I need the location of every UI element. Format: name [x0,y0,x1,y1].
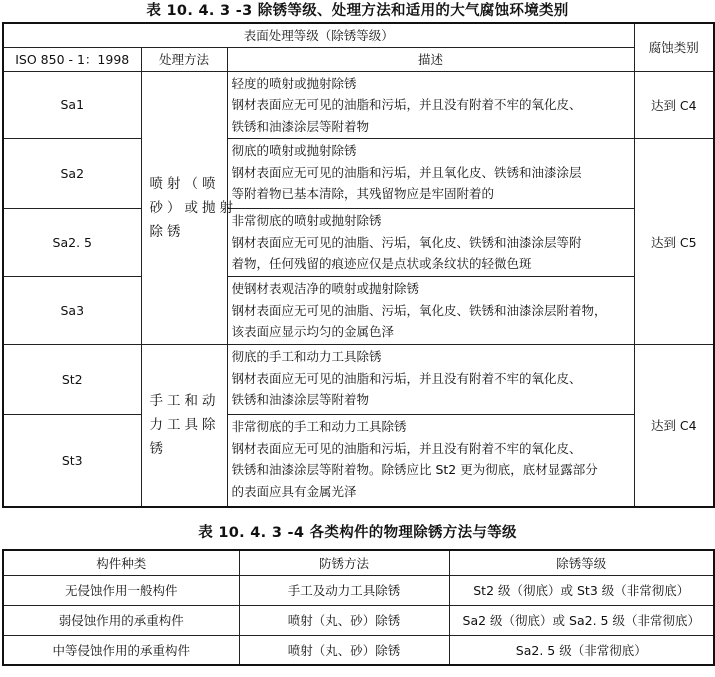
rust-grade: Sa2. 5 级（非常彻底） [449,635,714,665]
desc-st3 [227,415,634,507]
desc-line: 的表面应具有金属光泽 [231,483,357,499]
method-hand-line: 手工和动 [149,393,220,410]
desc-line: 着物，任何残留的痕迹应仅是点状或条纹状的轻微色斑 [231,256,532,271]
method-hand-line: 力工具除 [149,417,220,434]
header-method: 处理方法 [141,47,227,71]
desc-line: 铁锈和油漆涂层等附着物 [231,118,370,134]
desc-line: 钢材表面应无可见的油脂、污垢，氧化皮、铁锈和油漆涂层附着物， [231,302,607,318]
header-surface-grade: 表面处理等级（除锈等级） [3,23,634,47]
corrosion-c5: 达到 C5 [634,139,714,345]
desc-line: 铁锈和油漆涂层等附着物。除锈应比 St2 更为彻底，底材显露部分 [231,462,598,477]
grade-sa1: Sa1 [3,71,141,139]
method-blast-line: 喷射（喷 [149,175,220,192]
desc-line: 钢材表面应无可见的油脂和污垢，并且氧化皮、铁锈和油漆涂层 [231,164,582,180]
desc-line: 钢材表面应无可见的油脂、污垢，氧化皮、铁锈和油漆涂层等附 [231,234,582,250]
desc-sa2-5 [227,209,634,277]
desc-sa3 [227,277,634,345]
rust-grade-table [2,22,715,508]
method-blast-line: 除锈 [149,223,185,240]
grade-sa2: Sa2 [3,139,141,209]
desc-line: 钢材表面应无可见的油脂和污垢，并且没有附着不牢的氧化皮、 [231,440,582,456]
desc-sa1 [227,71,634,139]
desc-line: 彻底的手工和动力工具除锈 [231,349,382,364]
desc-line: 钢材表面应无可见的油脂和污垢，并且没有附着不牢的氧化皮、 [231,97,582,112]
desc-line: 使钢材表观洁净的喷射或抛射除锈 [231,281,420,296]
table-row [3,605,714,635]
header-description: 描述 [227,47,634,71]
desc-line: 等附着物已基本清除，其残留物应是牢固附着的 [231,186,495,201]
desc-line: 非常彻底的喷射或抛射除锈 [231,213,382,228]
rust-grade: St2 级（彻底）或 St3 级（非常彻底） [449,575,714,605]
protection-method: 喷射（丸、砂）除锈 [239,605,449,635]
component-rust-removal-table [2,549,715,666]
table1-title: 表 10. 4. 3 -3 除锈等级、处理方法和适用的大气腐蚀环境类别 [146,3,569,19]
method-blast [141,71,237,345]
component-type: 中等侵蚀作用的承重构件 [3,635,239,665]
corrosion-c4-hand: 达到 C4 [634,345,714,507]
header-corrosion-category: 腐蚀类别 [634,23,714,71]
grade-st2: St2 [3,345,141,415]
table-row [3,575,714,605]
desc-line: 铁锈和油漆涂层等附着物 [231,392,370,407]
rust-grade: Sa2 级（彻底）或 Sa2. 5 级（非常彻底） [449,605,714,635]
component-type: 弱侵蚀作用的承重构件 [3,605,239,635]
method-hand-line: 锈 [149,441,167,458]
corrosion-c4-blast: 达到 C4 [634,71,714,139]
desc-line: 非常彻底的手工和动力工具除锈 [231,419,407,434]
desc-line: 轻度的喷射或抛射除锈 [231,75,357,91]
protection-method: 喷射（丸、砂）除锈 [239,635,449,665]
table-row [3,635,714,665]
header-rust-grade: 除锈等级 [449,550,714,575]
protection-method: 手工及动力工具除锈 [239,575,449,605]
header-protection-method: 防锈方法 [239,550,449,575]
component-type: 无侵蚀作用一般构件 [3,575,239,605]
desc-line: 彻底的喷射或抛射除锈 [231,143,357,158]
grade-st3: St3 [3,415,141,507]
grade-sa3: Sa3 [3,277,141,345]
method-blast-line: 砂）或抛射 [149,199,237,216]
table2-title: 表 10. 4. 3 -4 各类构件的物理除锈方法与等级 [198,525,517,541]
desc-line: 钢材表面应无可见的油脂和污垢，并且没有附着不牢的氧化皮、 [231,370,582,386]
desc-sa2 [227,139,634,209]
header-component-type: 构件种类 [3,550,239,575]
desc-line: 该表面应显示均匀的金属色泽 [231,324,395,339]
grade-sa2-5: Sa2. 5 [3,209,141,277]
method-hand [141,345,227,507]
desc-st2 [227,345,634,415]
header-iso: ISO 850 - 1：1998 [3,47,141,71]
